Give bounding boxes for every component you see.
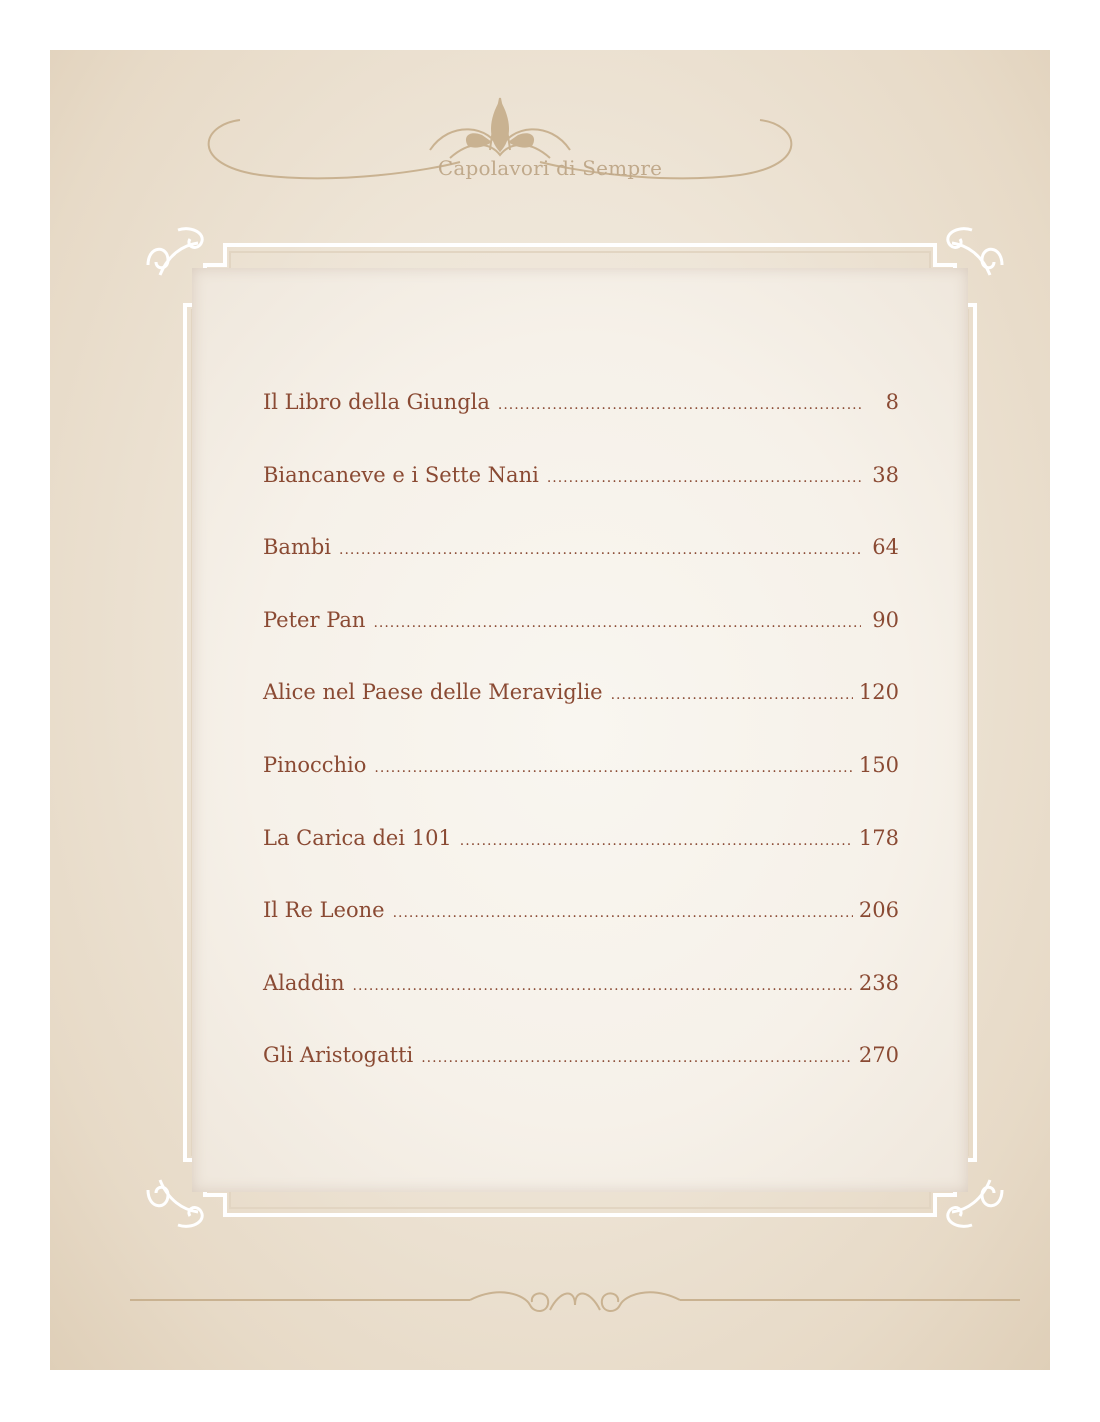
- corner-scroll-icon: [138, 215, 218, 295]
- toc-entry-page-number: 8: [885, 390, 899, 414]
- footer-scroll-icon: [130, 1270, 1020, 1330]
- toc-dot-leader: [460, 833, 853, 849]
- toc-dot-leader: [498, 397, 861, 413]
- toc-dot-leader: [421, 1050, 853, 1066]
- toc-entry-title: Il Re Leone: [263, 898, 385, 923]
- toc-entry[interactable]: [263, 535, 899, 608]
- toc-entry-title: Biancaneve e i Sette Nani: [263, 462, 539, 487]
- table-of-contents: [263, 390, 899, 1116]
- toc-entry[interactable]: [263, 826, 899, 899]
- toc-entry-title: Alice nel Paese delle Meraviglie: [263, 680, 603, 705]
- toc-dot-leader: [373, 615, 861, 631]
- toc-entry-title: Il Libro della Giungla: [263, 390, 490, 414]
- toc-entry-page-number: 90: [872, 607, 899, 632]
- toc-dot-leader: [339, 542, 861, 558]
- toc-entry-title: Gli Aristogatti: [263, 1043, 414, 1068]
- toc-entry-page-number: 150: [858, 752, 899, 777]
- toc-entry-page-number: 120: [858, 680, 899, 705]
- toc-entry-page-number: 64: [872, 535, 899, 560]
- toc-dot-leader: [393, 905, 853, 921]
- toc-entry-page-number: 38: [872, 462, 899, 487]
- toc-entry[interactable]: [263, 608, 899, 681]
- toc-entry[interactable]: [263, 898, 899, 971]
- toc-entry-page-number: 238: [858, 970, 899, 995]
- toc-entry[interactable]: [263, 1043, 899, 1116]
- book-page: [50, 50, 1050, 1370]
- corner-scroll-icon: [138, 1160, 218, 1240]
- toc-entry[interactable]: [263, 463, 899, 536]
- corner-scroll-icon: [932, 1160, 1012, 1240]
- toc-entry-title: La Carica dei 101: [263, 825, 452, 850]
- toc-dot-leader: [353, 978, 853, 994]
- toc-entry[interactable]: [263, 753, 899, 826]
- toc-dot-leader: [547, 470, 861, 486]
- toc-entry-title: Bambi: [263, 535, 332, 560]
- toc-entry-page-number: 270: [858, 1043, 899, 1068]
- toc-entry-page-number: 206: [858, 898, 899, 923]
- toc-entry[interactable]: [263, 680, 899, 753]
- toc-entry-title: Pinocchio: [263, 752, 367, 777]
- toc-dot-leader: [374, 760, 852, 776]
- corner-scroll-icon: [932, 215, 1012, 295]
- toc-entry-page-number: 178: [858, 825, 899, 850]
- toc-entry-title: Peter Pan: [263, 607, 366, 632]
- toc-entry[interactable]: [263, 971, 899, 1044]
- page-header-title: Capolavori di Sempre: [437, 156, 663, 180]
- toc-dot-leader: [611, 687, 853, 703]
- toc-entry-title: Aladdin: [263, 970, 345, 995]
- toc-entry[interactable]: [263, 390, 899, 463]
